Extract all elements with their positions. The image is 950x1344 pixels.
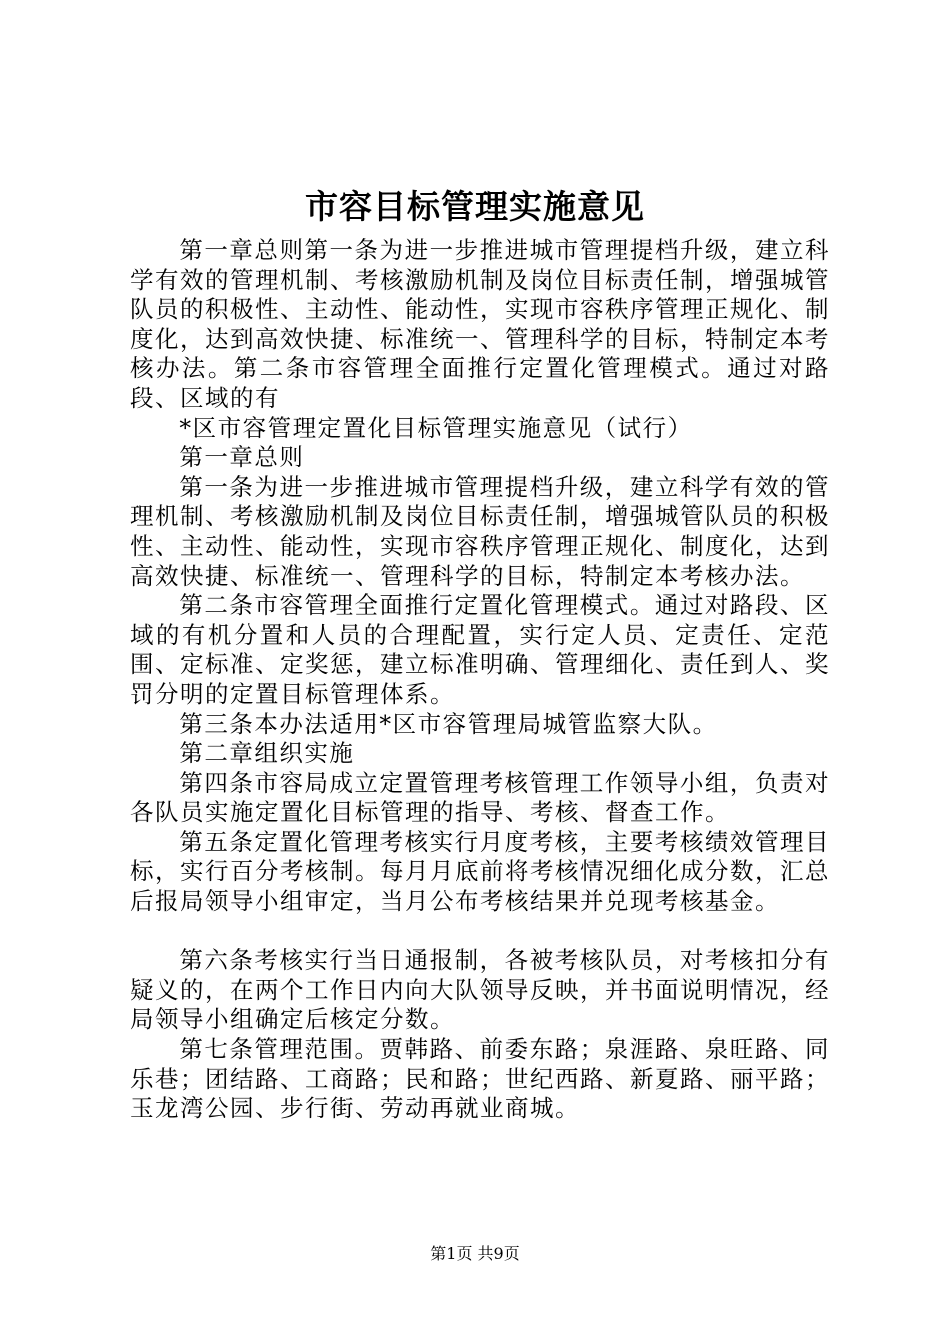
paragraph-subtitle: *区市容管理定置化目标管理实施意见（试行）: [179, 413, 693, 442]
chapter-2-heading: 第二章组织实施: [179, 739, 355, 768]
article-6: 第六条考核实行当日通报制，各被考核队员，对考核扣分有疑义的，在两个工作日内向大队领导反映，并书面说明情况，经局领导小组确定后核定分数。: [130, 946, 830, 1034]
article-4: 第四条市容局成立定置管理考核管理工作领导小组，负责对各队员实施定置化目标管理的指导、考核、督查工作。: [130, 768, 830, 827]
chapter-1-heading: 第一章总则: [179, 443, 305, 472]
page-footer: 第1页 共9页: [430, 1244, 520, 1263]
article-3: 第三条本办法适用*区市容管理局城管监察大队。: [179, 709, 718, 738]
article-7: 第七条管理范围。贾韩路、前委东路；泉涯路、泉旺路、同乐巷；团结路、工商路；民和路；世纪西路、新夏路、丽平路；玉龙湾公园、步行街、劳动再就业商城。: [130, 1035, 830, 1123]
document-body: [130, 236, 830, 1124]
article-2: 第二条市容管理全面推行定置化管理模式。通过对路段、区域的有机分置和人员的合理配置，实行定人员、定责任、定范围、定标准、定奖惩，建立标准明确、管理细化、责任到人、奖罚分明的定置目标管理体系。: [130, 591, 830, 708]
paragraph-summary: 第一章总则第一条为进一步推进城市管理提档升级，建立科学有效的管理机制、考核激励机制及岗位目标责任制，增强城管队员的积极性、主动性、能动性，实现市容秩序管理正规化、制度化，达到高效快捷、标准统一、管理科学的目标，特制定本考核办法。第二条市容管理全面推行定置化管理模式。通过对路段、区域的有: [130, 236, 830, 412]
document-title: 市容目标管理实施意见: [305, 187, 645, 226]
article-1: 第一条为进一步推进城市管理提档升级，建立科学有效的管理机制、考核激励机制及岗位目标责任制，增强城管队员的积极性、主动性、能动性，实现市容秩序管理正规化、制度化，达到高效快捷、标准统一、管理科学的目标，特制定本考核办法。: [130, 472, 830, 590]
article-5: 第五条定置化管理考核实行月度考核，主要考核绩效管理目标，实行百分考核制。每月月底前将考核情况细化成分数，汇总后报局领导小组审定，当月公布考核结果并兑现考核基金。: [130, 827, 830, 916]
paragraph-gap: [130, 917, 830, 947]
